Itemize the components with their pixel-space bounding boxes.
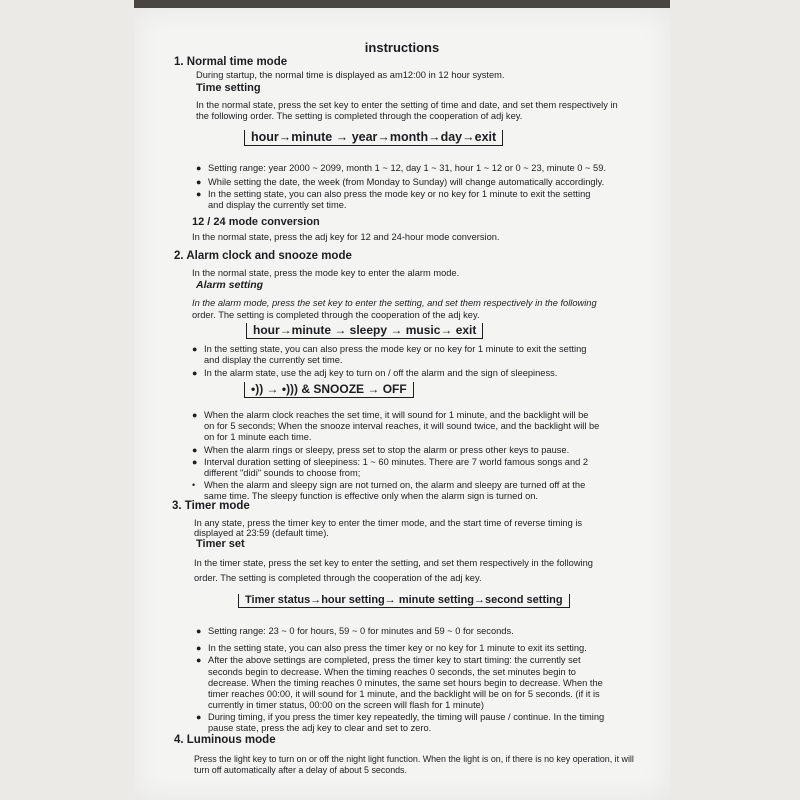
- section-1-intro: During startup, the normal time is displayed as am12:00 in 12 hour system.: [196, 70, 505, 80]
- timer-set-flow: [238, 594, 570, 608]
- time-setting-flow: [244, 130, 503, 146]
- section-3-heading: 3. Timer mode: [172, 500, 250, 512]
- timer-set-desc-2: order. The setting is completed through the cooperation of the adj key.: [194, 573, 482, 583]
- timer-set-flow-text: Timer status→hour setting→ minute setting→second setting: [238, 594, 570, 608]
- alarm-setting-heading: Alarm setting: [196, 279, 264, 291]
- bullet-item-cont: and display the currently set time.: [208, 200, 347, 210]
- section-3-intro-1: In any state, press the timer key to enter the timer mode, and the start time of reverse timing is: [194, 518, 583, 528]
- section-4-heading: 4. Luminous mode: [174, 734, 276, 746]
- bullet-item-cont: on for 5 seconds; When the snooze interval reaches, it will sound twice, and the backlight will be: [204, 421, 600, 431]
- bullet-item-cont: currently in timer status, 00:00 on the screen will flash for 1 minute): [208, 700, 484, 710]
- alarm-sign-flow: [244, 382, 414, 398]
- bullet-item-cont: and display the currently set time.: [204, 355, 343, 365]
- time-setting-desc-2: the following order. The setting is completed through the cooperation of adj key.: [196, 111, 523, 121]
- bullet-item-cont: decrease. When the timing reaches 0 minutes, the same set hours begin to decrease. When the: [208, 678, 603, 688]
- time-setting-flow-text: hour→minute → year→month→day→exit: [244, 130, 503, 146]
- bullet-item-cont: timer reaches 00:00, it will sound for 1 minute, and the backlight will be on for 5 seconds. (if it is: [208, 689, 600, 699]
- alarm-sign-flow-text: •)) → •))) & SNOOZE → OFF: [244, 382, 414, 398]
- section-2-heading: 2. Alarm clock and snooze mode: [174, 250, 352, 262]
- bullet-item-cont: different "didi" sounds to choose from;: [204, 468, 361, 478]
- alarm-setting-flow-text: hour→minute → sleepy → music→ exit: [246, 323, 483, 339]
- section-1-heading: 1. Normal time mode: [174, 56, 288, 68]
- section-3-intro-2: displayed at 23:59 (default time).: [194, 528, 329, 538]
- time-setting-heading: Time setting: [196, 82, 261, 94]
- bullet-item-cont: pause state, press the adj key to clear and set to zero.: [208, 723, 432, 733]
- alarm-setting-desc-1: In the alarm mode, press the set key to enter the setting, and set them respectively in the following: [192, 298, 597, 308]
- background-right: [670, 0, 800, 800]
- timer-set-desc-1: In the timer state, press the set key to enter the setting, and set them respectively in the following: [194, 558, 593, 568]
- mode-conversion-heading: 12 / 24 mode conversion: [192, 216, 320, 228]
- page-title: instructions: [364, 40, 440, 55]
- section-2-intro: In the normal state, press the mode key to enter the alarm mode.: [192, 268, 460, 278]
- section-4-desc-1: Press the light key to turn on or off the night light function. When the light is on, if there is no key operation, it will: [194, 754, 634, 764]
- mode-conversion-desc: In the normal state, press the adj key for 12 and 24-hour mode conversion.: [192, 232, 500, 242]
- alarm-setting-desc-2: order. The setting is completed through the cooperation of the adj key.: [192, 310, 480, 320]
- bullet-item-cont: seconds begin to decrease. When the timing reaches 0 seconds, the set minutes begin to: [208, 667, 576, 677]
- timer-set-heading: Timer set: [196, 538, 245, 550]
- alarm-setting-flow: [246, 323, 483, 339]
- instruction-sheet: instructions 1. Normal time mode During startup, the normal time is displayed as am12:00 in 12 hour system. Time setting In the normal state, press the set key to enter the setting of time and date, and set them respectively in the following order. The setting is completed through the cooperation of adj key. hour→minute → year→month→day→exit ● Setting range: year 2000 ~ 2099, month 1 ~ 12, day 1 ~ 31, hour 1 ~ 12 or 0 ~ 23, minute 0 ~ 59. ● While setting the date, the week (from Monday to Sunday) will change automatically accordingly. ● In the setting state, you can also press the mode key or no key for 1 minute to exit the setting and display the currently set time. 12 / 24 mode conversion In the normal state, press the adj key for 12 and 24-hour mode conversion. 2. Alarm clock and snooze mode In the normal state, press the mode key to enter the alarm mode. Alarm setting In the alarm mode, press the set key to enter the setting, and set them respectively in the following order. The setting is completed through the cooperation of the adj key. hour→minute → sleepy → music→ exit ● In the setting state, you can also press the mode key or no key for 1 minute to exit the setting and display the currently set time. ● In the alarm state, use the adj key to turn on / off the alarm and the sign of sleepiness. •)) → •))) & SNOOZE → OFF ● When the alarm clock reaches the set time, it will sound for 1 minute, and the backlight will be on for 5 seconds; When the snooze interval reaches, it will sound twice, and the backlight will be on for 1 minute each time. ● When the alarm rings or sleepy, press set to stop the alarm or press other keys to pause. ● Interval duration setting of sleepiness: 1 ~ 60 minutes. There are 7 world famous songs and 2 different "didi" sounds to choose from; • When the alarm and sleepy sign are not turned on, the alarm and sleepy are turned off at the same time. The sleepy function is effective only when the alarm sign is turned on. 3. Timer mode In any state, press the timer key to enter the timer mode, and the start time of reverse timing is displayed at 23:59 (default time). Timer set In the timer state, press the set key to enter the setting, and set them respectively in the following order. The setting is completed through the cooperation of the adj key. Timer status→hour setting→ minute setting→second setting ● Setting range: 23 ~ 0 for hours, 59 ~ 0 for minutes and 59 ~ 0 for seconds. ● In the setting state, you can also press the timer key or no key for 1 minute to exit its setting. ● After the above settings are completed, press the timer key to start timing: the currently set seconds begin to decrease. When the timing reaches 0 seconds, the set minutes begin to decrease. When the timing reaches 0 minutes, the same set hours begin to decrease. When the timer reaches 00:00, it will sound for 1 minute, and the backlight will be on for 5 seconds. (if it is currently in timer status, 00:00 on the screen will flash for 1 minute) ● During timing, if you press the timer key repeatedly, the timing will pause / continue. In the timing pause state, press the adj key to clear and set to zero. 4. Luminous mode Press the light key to turn on or off the night light function. When the light is on, if there is no key operation, it will turn off automatically after a delay of about 5 seconds.: [134, 8, 670, 800]
- bullet-item-cont: on for 1 minute each time.: [204, 432, 312, 442]
- time-setting-desc-1: In the normal state, press the set key to enter the setting of time and date, and set them respectively in: [196, 100, 618, 110]
- background-left: [0, 0, 134, 800]
- section-4-desc-2: turn off automatically after a delay of about 5 seconds.: [194, 765, 407, 775]
- bullet-item-cont: same time. The sleepy function is effective only when the alarm sign is turned on.: [204, 491, 539, 501]
